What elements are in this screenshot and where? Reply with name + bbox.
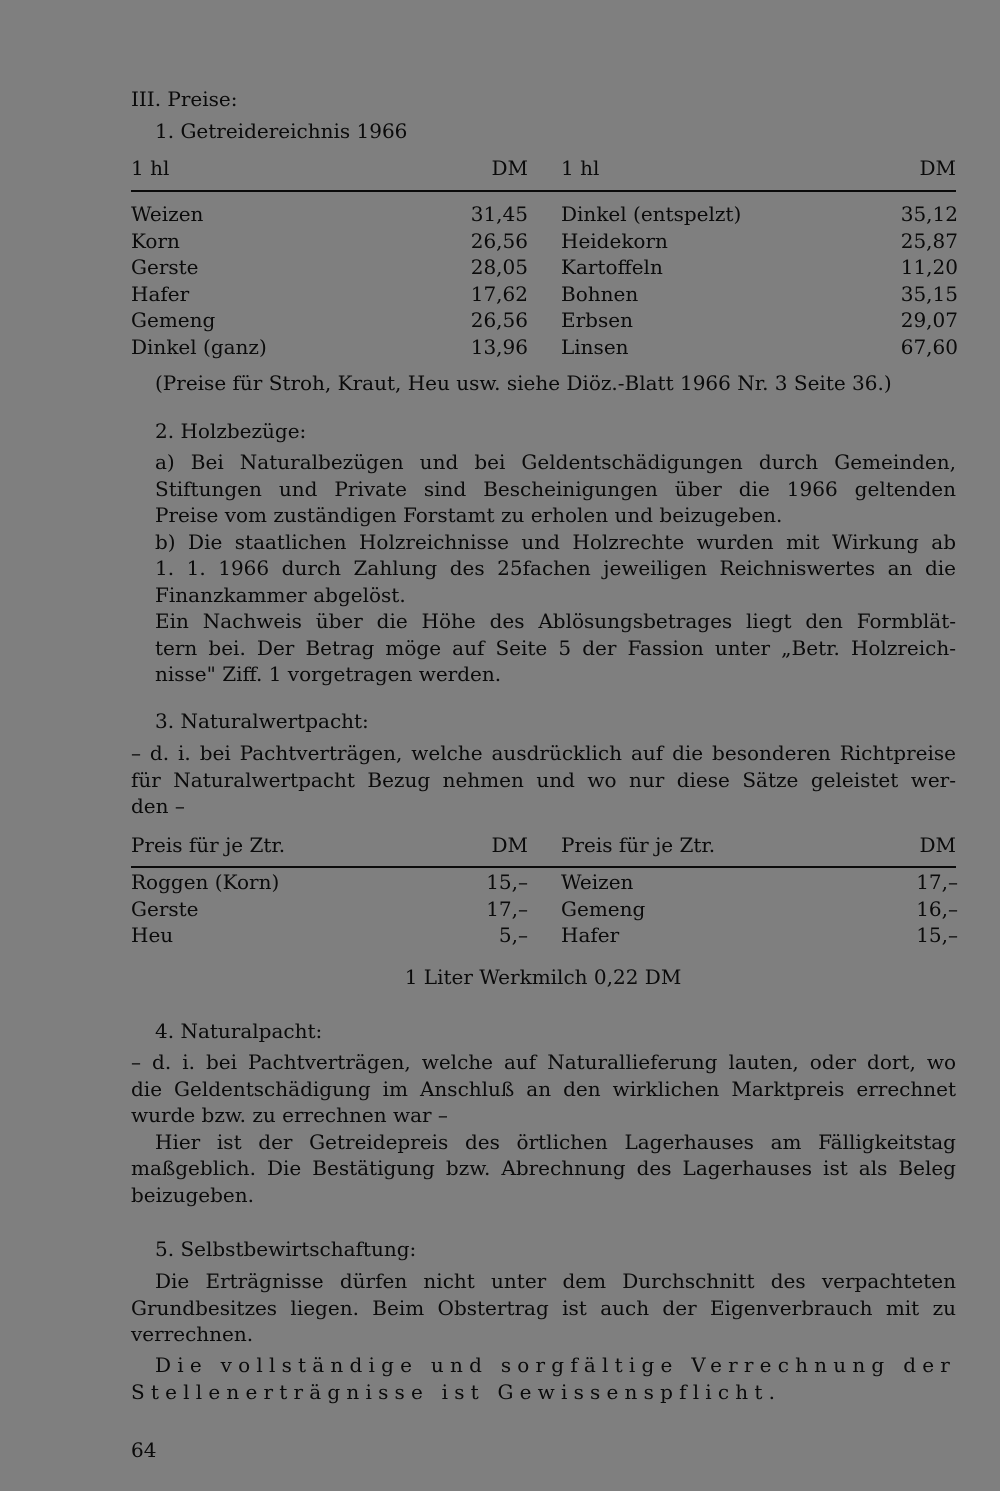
table-row — [561, 896, 958, 923]
grain-item: Kartoffeln — [561, 255, 663, 279]
table-row — [561, 281, 958, 308]
grain-table-left — [131, 201, 528, 360]
self-management-heading: 5. Selbstbewirtschaftung: — [155, 1237, 417, 1261]
table-row — [131, 254, 528, 281]
grain-item: Linsen — [561, 334, 629, 359]
table-row — [131, 922, 528, 949]
text-line: den – — [131, 794, 185, 818]
text-line: Die Erträgnisse dürfen nicht unter dem Durchschnitt des verpachteten — [155, 1269, 956, 1293]
grain-item: Dinkel (entspelzt) — [561, 202, 742, 226]
grain-col-unit-left: 1 hl — [131, 156, 170, 180]
text-line: Die vollständige und sorgfältige Verrechnung der — [155, 1353, 956, 1377]
grain-price: 13,96 — [470, 334, 528, 359]
grain-item: Weizen — [131, 202, 204, 226]
natural-lease-paragraph — [131, 1049, 956, 1208]
lease-price: 16,– — [916, 896, 958, 921]
grain-item: Heidekorn — [561, 228, 668, 253]
table-row — [561, 922, 958, 949]
grain-table-right — [561, 201, 958, 360]
text-line: Stiftungen und Private sind Bescheinigungen über die 1966 geltenden — [155, 476, 956, 501]
grain-item: Dinkel (ganz) — [131, 334, 267, 359]
text-line: beizugeben. — [131, 1182, 254, 1207]
lease-item: Hafer — [561, 923, 620, 947]
table-row — [561, 334, 958, 361]
self-management-paragraph — [131, 1268, 956, 1348]
grain-price: 11,20 — [900, 255, 958, 279]
grain-item: Erbsen — [561, 308, 633, 332]
table-row — [131, 228, 528, 255]
grain-price: 25,87 — [900, 228, 958, 253]
lease-header-rule — [131, 866, 956, 868]
grain-heading: 1. Getreidereichnis 1966 — [155, 119, 408, 143]
table-row — [131, 307, 528, 334]
text-line: tern bei. Der Betrag möge auf Seite 5 der Fassion unter „Betr. Holzreich- — [155, 635, 956, 660]
lease-price: 15,– — [916, 923, 958, 947]
lease-table-left — [131, 869, 528, 949]
grain-col-currency-right: DM — [919, 156, 956, 180]
grain-price: 35,15 — [900, 281, 958, 306]
table-row — [131, 334, 528, 361]
text-line: die Geldentschädigung im Anschluß an den wirklichen Marktpreis errechnet — [131, 1076, 956, 1101]
grain-item: Hafer — [131, 281, 190, 306]
text-line: Ein Nachweis über die Höhe des Ablösungsbetrages liegt den Formblät- — [155, 609, 956, 633]
lease-item: Gemeng — [561, 896, 646, 921]
closing-statement — [131, 1352, 956, 1405]
table-row — [131, 869, 528, 896]
lease-col-currency-right: DM — [919, 833, 956, 857]
grain-price: 26,56 — [470, 308, 528, 332]
text-line: Hier ist der Getreidepreis des örtlichen Lagerhauses am Fälligkeitstag — [155, 1129, 956, 1154]
table-row — [561, 307, 958, 334]
grain-price: 67,60 — [900, 334, 958, 359]
grain-header-rule — [131, 190, 956, 192]
lease-price: 15,– — [486, 870, 528, 894]
text-line: Preise vom zuständigen Forstamt zu erholen und beizugeben. — [155, 503, 783, 527]
lease-item: Roggen (Korn) — [131, 870, 280, 894]
text-line: a) Bei Naturalbezügen und bei Geldentschädigungen durch Gemeinden, — [155, 450, 956, 474]
lease-item: Heu — [131, 923, 174, 947]
grain-price: 31,45 — [470, 202, 528, 226]
lease-item: Weizen — [561, 870, 634, 894]
milk-note: 1 Liter Werkmilch 0,22 DM — [404, 965, 682, 989]
table-row — [561, 254, 958, 281]
grain-item: Gemeng — [131, 308, 216, 332]
text-line: – d. i. bei Pachtverträgen, welche ausdrücklich auf die besonderen Richtpreise — [131, 741, 956, 765]
table-row — [131, 281, 528, 308]
lease-col-currency-left: DM — [491, 833, 528, 857]
grain-price: 28,05 — [470, 255, 528, 279]
lease-price: 17,– — [916, 870, 958, 894]
section-title: III. Preise: — [131, 87, 238, 111]
wood-heading: 2. Holzbezüge: — [155, 419, 307, 443]
text-line: maßgeblich. Die Bestätigung bzw. Abrechnung des Lagerhauses ist als Beleg — [131, 1156, 956, 1180]
grain-note: (Preise für Stroh, Kraut, Heu usw. siehe Diöz.-Blatt 1966 Nr. 3 Seite 36.) — [155, 371, 892, 395]
grain-price: 35,12 — [900, 202, 958, 226]
text-line: b) Die staatlichen Holzreichnisse und Holzrechte wurden mit Wirkung ab — [155, 529, 956, 554]
lease-col-unit-right: Preis für je Ztr. — [561, 833, 716, 857]
grain-price: 26,56 — [470, 228, 528, 253]
page-number: 64 — [131, 1438, 157, 1462]
grain-item: Gerste — [131, 255, 199, 279]
grain-item: Bohnen — [561, 281, 639, 306]
table-row — [561, 228, 958, 255]
wood-paragraph — [131, 449, 956, 688]
text-line: nisse" Ziff. 1 vorgetragen werden. — [155, 662, 502, 686]
grain-price: 29,07 — [900, 308, 958, 332]
natural-lease-heading: 4. Naturalpacht: — [155, 1019, 323, 1043]
text-line: wurde bzw. zu errechnen war – — [131, 1103, 448, 1127]
text-line: 1. 1. 1966 durch Zahlung des 25fachen jeweiligen Reichniswertes an die — [155, 556, 956, 580]
natural-value-paragraph — [131, 740, 956, 820]
grain-item: Korn — [131, 228, 180, 253]
table-row — [561, 869, 958, 896]
grain-col-currency-left: DM — [491, 156, 528, 180]
text-line: Finanzkammer abgelöst. — [155, 582, 406, 607]
grain-price: 17,62 — [470, 281, 528, 306]
text-line: Stellenerträgnisse ist Gewissenspflicht. — [131, 1379, 782, 1404]
text-line: Grundbesitzes liegen. Beim Obstertrag ist auch der Eigenverbrauch mit zu — [131, 1295, 956, 1320]
lease-table-right — [561, 869, 958, 949]
table-row — [561, 201, 958, 228]
lease-col-unit-left: Preis für je Ztr. — [131, 833, 286, 857]
lease-item: Gerste — [131, 896, 199, 921]
grain-col-unit-right: 1 hl — [561, 156, 600, 180]
lease-price: 5,– — [498, 923, 528, 947]
table-row — [131, 201, 528, 228]
table-row — [131, 896, 528, 923]
natural-value-heading: 3. Naturalwertpacht: — [155, 709, 369, 733]
text-line: für Naturalwertpacht Bezug nehmen und wo nur diese Sätze geleistet wer- — [131, 767, 956, 792]
text-line: – d. i. bei Pachtverträgen, welche auf Naturallieferung lauten, oder dort, wo — [131, 1050, 956, 1074]
lease-price: 17,– — [486, 896, 528, 921]
text-line: verrechnen. — [131, 1322, 254, 1346]
